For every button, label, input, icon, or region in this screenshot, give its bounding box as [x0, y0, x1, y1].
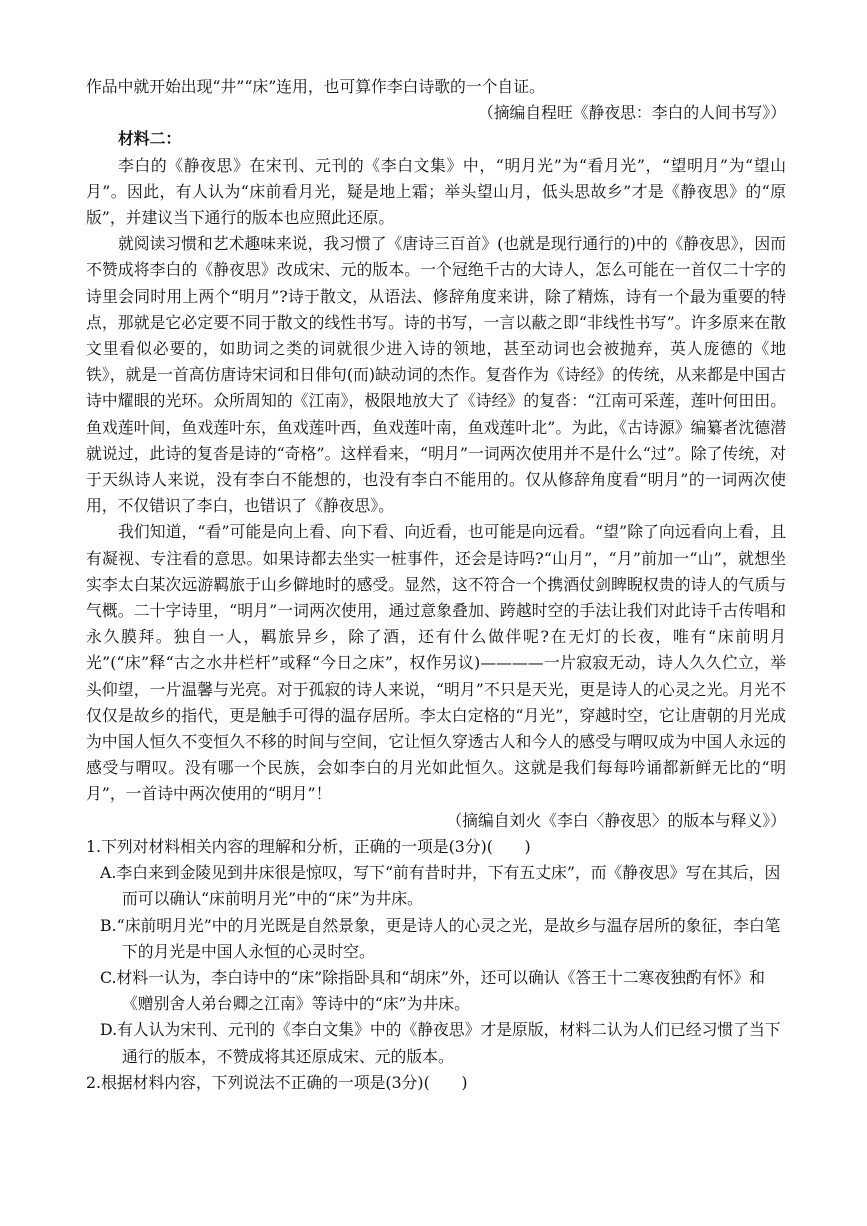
- paragraph-1: 李白的《静夜思》在宋刊、元刊的《李白文集》中，“明月光”为“看月光”，“望明月”为“望山月”。因此，有人认为“床前看月光，疑是地上霜；举头望山月，低头思故乡”才是《静夜思》的“原版”，并建议当下通行的版本也应照此还原。: [86, 155, 786, 228]
- paragraph-2: 就阅读习惯和艺术趣味来说，我习惯了《唐诗三百首》(也就是现行通行的)中的《静夜思》，因而不赞成将李白的《静夜思》改成宋、元的版本。一个冠绝千古的大诗人，怎么可能在一首仅二十字的诗里会同时用上两个“明月”?诗于散文，从语法、修辞角度来讲，除了精炼，诗有一个最为重要的特点，那就是它必定要不同于散文的线性书写。诗的书写，一言以蔽之即“非线性书写”。许多原来在散文里看似必要的，如助词之类的词就很少进入诗的领地，甚至动词也会被抛弃，英人庞德的《地铁》，就是一首高仿唐诗宋词和日俳句(而)缺动词的杰作。复沓作为《诗经》的传统，从来都是中国古诗中耀眼的光环。众所周知的《江南》，极限地放大了《诗经》的复沓：“江南可采莲，莲叶何田田。鱼戏莲叶间，鱼戏莲叶东，鱼戏莲叶西，鱼戏莲叶南，鱼戏莲叶北”。为此，《古诗源》编纂者沈德潜就说过，此诗的复沓是诗的“奇格”。这样看来，“明月”一词两次使用并不是什么“过”。除了传统，对于天纵诗人来说，没有李白不能想的，也没有李白不能用的。仅从修辞角度看“明月”的一词两次使用，不仅错识了李白，也错识了《静夜思》。: [86, 234, 786, 516]
- source-citation-1: （摘编自程旺《静夜思：李白的人间书写》）: [477, 103, 786, 123]
- material2-heading: 材料二：: [118, 129, 182, 149]
- question-1-stem: 1.下列对材料相关内容的理解和分析，正确的一项是(3分)( ): [86, 836, 531, 856]
- document-page: [86, 74, 786, 1096]
- question-1-option-c: C.材料一认为，李白诗中的“床”除指卧具和“胡床”外，还可以确认《答王十二寒夜独酌有怀》和《赠别舍人弟台卿之江南》等诗中的“床”为井床。: [100, 967, 765, 1014]
- question-2-stem: 2.根据材料内容，下列说法不正确的一项是(3分)( ): [86, 1072, 468, 1092]
- source-citation-2: （摘编自刘火《李白〈静夜思〉的版本与释义》）: [446, 810, 786, 830]
- question-1-option-b: B.“床前明月光”中的月光既是自然景象，更是诗人的心灵之光，是故乡与温存居所的象征，李白笔下的月光是中国人永恒的心灵时空。: [100, 915, 781, 961]
- question-1-option-d: D.有人认为宋刊、元刊的《李白文集》中的《静夜思》才是原版，材料二认为人们已经习惯了当下通行的版本，不赞成将其还原成宋、元的版本。: [100, 1020, 781, 1066]
- question-1-option-a: A.李白来到金陵见到井床很是惊叹，写下“前有昔时井，下有五丈床”，而《静夜思》写在其后，因而可以确认“床前明月光”中的“床”为井床。: [100, 863, 781, 909]
- paragraph-3: 我们知道，“看”可能是向上看、向下看、向近看，也可能是向远看。“望”除了向远看向上看，且有凝视、专注看的意思。如果诗都去坐实一桩事件，还会是诗吗?“山月”，“月”前加一“山”，就想坐实李太白某次远游羁旅于山乡僻地时的感受。显然，这不符合一个携酒仗剑睥睨权贵的诗人的气质与气概。二十字诗里，“明月”一词两次使用，通过意象叠加、跨越时空的手法让我们对此诗千古传唱和永久膜拜。独自一人，羁旅异乡，除了酒，还有什么做伴呢?在无灯的长夜，唯有“床前明月光”(“床”释“古之水井栏杆”或释“今日之床”，权作另议)————一片寂寂无动，诗人久久伫立，举头仰望，一片温馨与光亮。对于孤寂的诗人来说，“明月”不只是天光，更是诗人的心灵之光。月光不仅仅是故乡的指代，更是触手可得的温存居所。李太白定格的“月光”，穿越时空，它让唐朝的月光成为中国人恒久不变恒久不移的时间与空间，它让恒久穿透古人和今人的感受与喟叹成为中国人永远的感受与喟叹。没有哪一个民族，会如李白的月光如此恒久。这就是我们每每吟诵都新鲜无比的“明月”，一首诗中两次使用的“明月”！: [86, 522, 786, 804]
- material1-tail: 作品中就开始出现“井”“床”连用，也可算作李白诗歌的一个自证。: [86, 77, 545, 96]
